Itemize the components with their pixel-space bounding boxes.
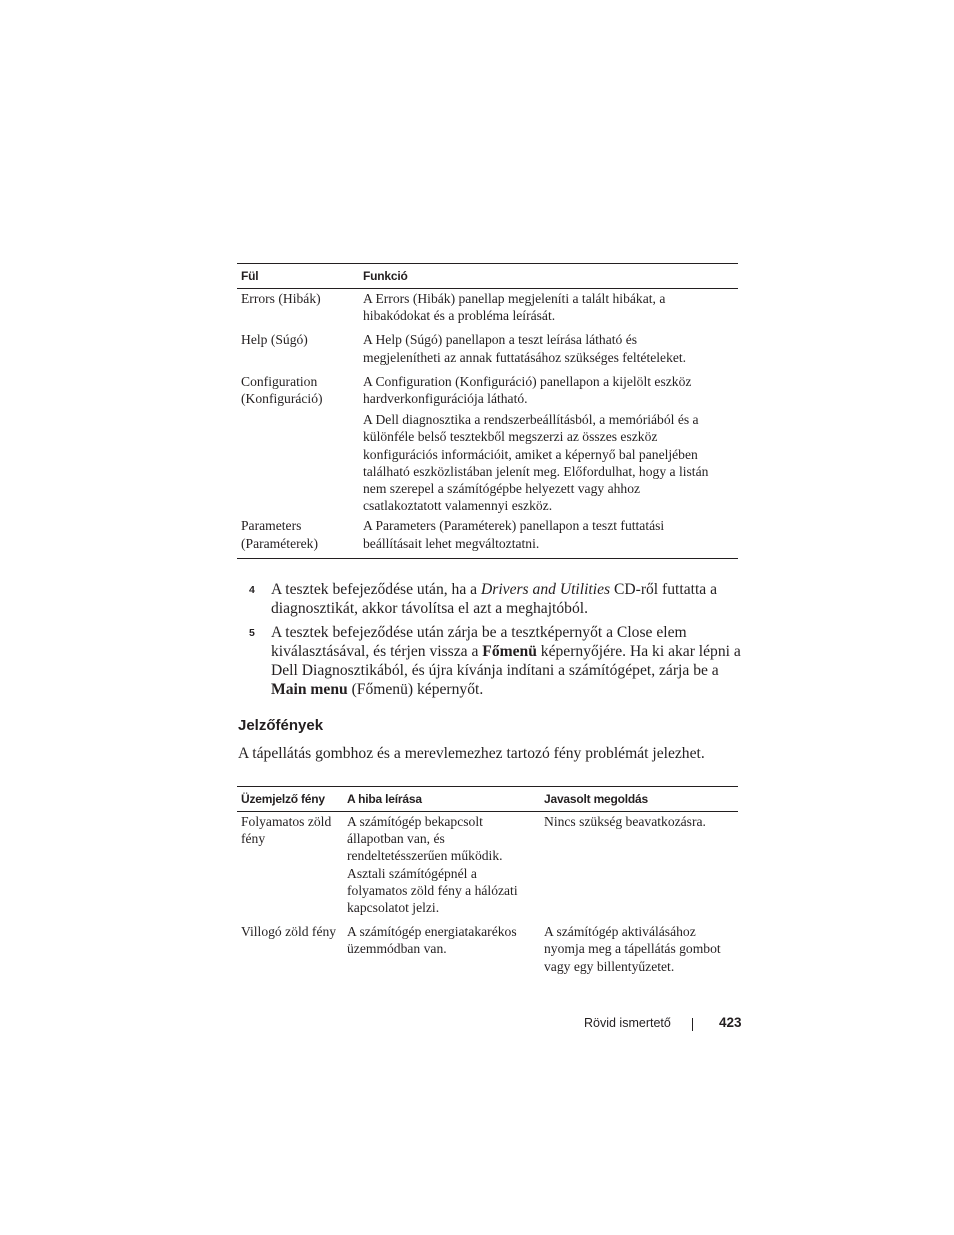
table-cell (237, 411, 360, 514)
cell-line: Villogó zöld fény (241, 924, 337, 940)
table-body (237, 289, 738, 558)
step-line: Dell Diagnosztikából, és újra kívánja indítani a számítógépet, zárja be a (271, 662, 719, 679)
cell-line: nyomja meg a tápellátás gombot (544, 941, 721, 957)
cell-line: (Paraméterek) (241, 535, 318, 551)
cell-line: Asztali számítógépnél a (347, 865, 477, 881)
table-row (237, 324, 738, 365)
step-line: A tesztek befejeződése után, ha a Drivers and Utilities CD-ről futtatta a (271, 581, 718, 598)
table-cell (360, 411, 738, 514)
cell-line: Nincs szükség beavatkozásra. (544, 814, 706, 829)
step-line: Main menu (Főmenü) képernyőt. (271, 681, 484, 698)
cell-line: A számítógép energiatakarékos (347, 924, 517, 940)
step-number: 5 (249, 627, 255, 639)
cell-line: kapcsolatot jelzi. (347, 900, 440, 916)
cell-line: különféle belső tesztekből megszerzi az összes eszköz (363, 429, 658, 445)
step-line: kiválasztásával, és térjen vissza a Főmenü képernyőjére. Ha ki akar lépni a (271, 643, 741, 660)
cell-line: üzemmódban van. (347, 941, 447, 957)
cell-line: folyamatos zöld fény a hálózati (347, 882, 518, 898)
table-cell (360, 331, 738, 365)
table-body (237, 812, 738, 975)
table-row (237, 916, 738, 975)
cell-line: vagy egy billentyűzetet. (544, 958, 675, 974)
cell-line: nem szerepel a számítógépbe helyezett vagy ahhoz (363, 481, 641, 497)
cell-line: csatlakoztatott valamennyi eszköz. (363, 498, 553, 514)
table-cell (360, 290, 738, 324)
table-cell (237, 813, 344, 916)
step-line: diagnosztikát, akkor távolítsa el azt a meghajtóból. (271, 600, 588, 617)
header-tab: Fül (241, 269, 259, 283)
cell-line: Configuration (241, 373, 318, 389)
cell-line: megjelenítheti az annak futtatásához szükséges feltételeket. (363, 349, 687, 365)
step-number: 4 (249, 584, 255, 596)
table-row (237, 366, 738, 407)
cell-line: A Errors (Hibák) panellap megjeleníti a talált hibákat, a (363, 291, 666, 306)
table-cell (237, 373, 360, 407)
cell-line: hardverkonfigurációja látható. (363, 391, 528, 407)
table-cell (540, 923, 738, 975)
header-power-light: Üzemjelző fény (241, 792, 325, 806)
cell-line: állapotban van, és (347, 831, 445, 847)
header-problem-description: A hiba leírása (347, 792, 422, 806)
cell-line: Folyamatos zöld (241, 814, 332, 829)
cell-line: található eszközlistában jelenít meg. Előfordulhat, hogy a listán (363, 463, 709, 479)
table-header (237, 787, 738, 812)
step-4-text (271, 580, 717, 618)
cell-line: Help (Súgó) (241, 332, 308, 348)
tabs-function-table (237, 263, 738, 559)
table-cell (237, 331, 360, 365)
table-cell (540, 813, 738, 916)
table-cell (237, 923, 344, 975)
step-5-text (271, 623, 741, 699)
cell-line: A számítógép bekapcsolt (347, 814, 483, 829)
cell-line: beállításait lehet megváltoztatni. (363, 535, 540, 551)
cell-line: konfigurációs információit, amiket a képernyő bal paneljében (363, 446, 698, 462)
cell-line: (Konfiguráció) (241, 391, 323, 407)
table-row (237, 289, 738, 324)
page-number: 423 (719, 1015, 742, 1030)
footer-divider (692, 1018, 693, 1031)
step-line: A tesztek befejeződése után zárja be a tesztképernyőt a Close elem (271, 624, 687, 641)
table-cell (344, 923, 540, 975)
cell-line: rendeltetésszerűen működik. (347, 848, 503, 864)
footer-label: Rövid ismertető (584, 1016, 671, 1030)
table-row (237, 514, 738, 557)
table-cell (344, 813, 540, 916)
indicator-lights-table (237, 786, 738, 975)
table-row (237, 812, 738, 916)
table-cell (360, 517, 738, 551)
cell-line: fény (241, 831, 266, 847)
table-cell (360, 373, 738, 407)
table-header (237, 264, 738, 289)
cell-line: A Parameters (Paraméterek) panellapon a teszt futtatási (363, 518, 665, 534)
cell-line: Parameters (241, 518, 302, 534)
header-suggested-solution: Javasolt megoldás (544, 792, 648, 806)
table-cell (237, 517, 360, 551)
cell-line: A számítógép aktiválásához (544, 924, 696, 940)
cell-line: hibakódokat és a probléma leírását. (363, 308, 556, 324)
table-row (237, 407, 738, 514)
section-heading: Jelzőfények (238, 717, 324, 734)
table-cell (237, 290, 360, 324)
header-function: Funkció (363, 269, 408, 283)
cell-line: Errors (Hibák) (241, 291, 321, 306)
cell-line: A Dell diagnosztika a rendszerbeállításból, a memóriából és a (363, 412, 699, 428)
section-intro: A tápellátás gombhoz és a merevlemezhez tartozó fény problémát jelezhet. (238, 745, 705, 762)
cell-line: A Configuration (Konfiguráció) panellapon a kijelölt eszköz (363, 373, 692, 389)
cell-line: A Help (Súgó) panellapon a teszt leírása látható és (363, 332, 638, 348)
